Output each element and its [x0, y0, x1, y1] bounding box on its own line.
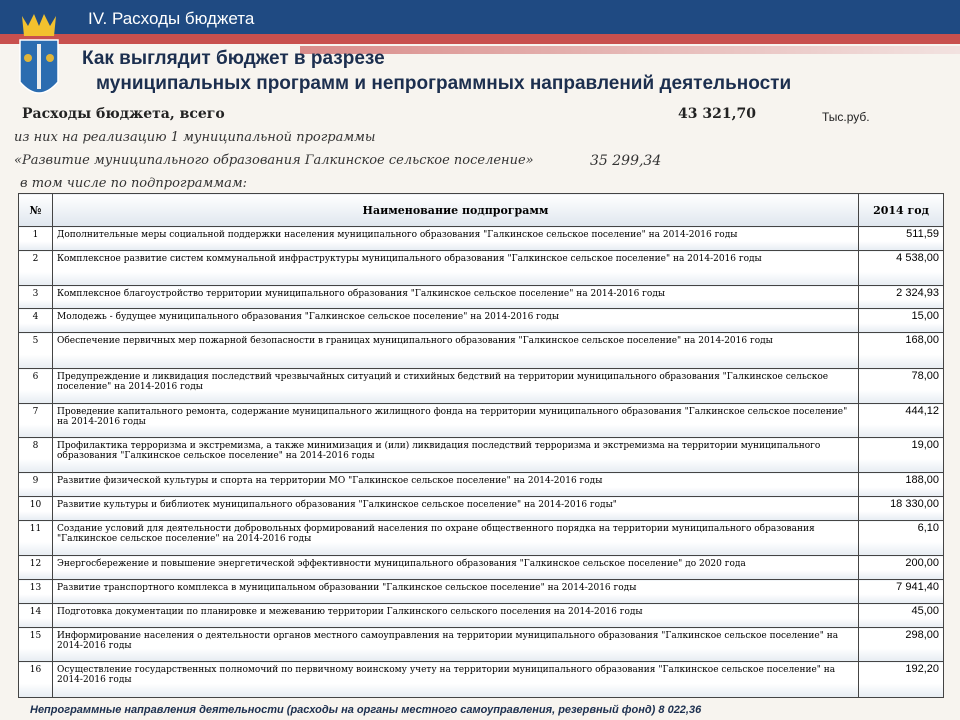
- row-value: 192,20: [859, 662, 944, 698]
- row-number: 5: [19, 333, 53, 369]
- row-number: 4: [19, 309, 53, 333]
- row-value: 6,10: [859, 521, 944, 556]
- row-number: 13: [19, 580, 53, 604]
- program-value: 35 299,34: [590, 153, 662, 169]
- header-number: №: [19, 194, 53, 227]
- section-title: IV. Расходы бюджета: [88, 9, 255, 28]
- table-row: [19, 662, 944, 698]
- table-row: [19, 473, 944, 497]
- red-stripe: [0, 34, 960, 44]
- row-name: Предупреждение и ликвидация последствий чрезвычайных ситуаций и стихийных бедствий на территории муниципального образования "Галкинское сельское поселение" на 2014-2016 годы: [53, 369, 859, 404]
- row-value: 19,00: [859, 438, 944, 473]
- row-value: 45,00: [859, 604, 944, 628]
- row-value: 15,00: [859, 309, 944, 333]
- coat-of-arms-logo: [14, 12, 64, 102]
- table-row: [19, 369, 944, 404]
- total-label: Расходы бюджета, всего: [22, 106, 225, 122]
- row-value: 200,00: [859, 556, 944, 580]
- row-value: 2 324,93: [859, 286, 944, 309]
- row-value: 188,00: [859, 473, 944, 497]
- row-name: Молодежь - будущее муниципального образования "Галкинское сельское поселение" на 2014-2016 годы: [53, 309, 859, 333]
- subprograms-table: [18, 193, 944, 698]
- row-number: 3: [19, 286, 53, 309]
- row-value: 78,00: [859, 369, 944, 404]
- table-row: [19, 628, 944, 662]
- table-row: [19, 227, 944, 251]
- row-value: 511,59: [859, 227, 944, 251]
- row-number: 2: [19, 251, 53, 286]
- row-value: 444,12: [859, 404, 944, 438]
- row-value: 4 538,00: [859, 251, 944, 286]
- row-name: Информирование населения о деятельности органов местного самоуправления на территории муниципального образования "Галкинское сельское поселение" на 2014-2016 годы: [53, 628, 859, 662]
- table-row: [19, 497, 944, 521]
- row-number: 7: [19, 404, 53, 438]
- row-value: 168,00: [859, 333, 944, 369]
- row-name: Развитие транспортного комплекса в муниципальном образовании "Галкинское сельское поселение" на 2014-2016 годы: [53, 580, 859, 604]
- table-row: [19, 251, 944, 286]
- row-name: Комплексное благоустройство территории муниципального образования "Галкинское сельское поселение" на 2014-2016 годы: [53, 286, 859, 309]
- table-row: [19, 286, 944, 309]
- row-number: 11: [19, 521, 53, 556]
- table-row: [19, 521, 944, 556]
- row-name: Подготовка документации по планировке и межеванию территории Галкинского сельского поселения на 2014-2016 годы: [53, 604, 859, 628]
- row-name: Проведение капитального ремонта, содержание муниципального жилищного фонда на территории муниципального образования "Галкинское сельское поселение" на 2014-2016 годы: [53, 404, 859, 438]
- row-value: 18 330,00: [859, 497, 944, 521]
- row-name: Развитие физической культуры и спорта на территории МО "Галкинское сельское поселение" на 2014-2016 годы: [53, 473, 859, 497]
- header-name: Наименование подпрограмм: [53, 194, 859, 227]
- footer-nonprogram: Непрограммные направления деятельности (расходы на органы местного самоуправления, резервный фонд) 8 022,36: [30, 704, 702, 716]
- red-stripe-fade: [300, 46, 960, 54]
- table-row: [19, 438, 944, 473]
- row-value: 7 941,40: [859, 580, 944, 604]
- row-number: 10: [19, 497, 53, 521]
- unit-label: Тыс.руб.: [822, 110, 870, 124]
- row-number: 1: [19, 227, 53, 251]
- row-number: 15: [19, 628, 53, 662]
- row-name: Энергосбережение и повышение энергетической эффективности муниципального образования "Галкинское сельское поселение" до 2020 года: [53, 556, 859, 580]
- row-number: 6: [19, 369, 53, 404]
- table-row: [19, 404, 944, 438]
- table-row: [19, 309, 944, 333]
- row-value: 298,00: [859, 628, 944, 662]
- total-value: 43 321,70: [678, 106, 756, 122]
- program-intro: из них на реализацию 1 муниципальной программы: [14, 130, 376, 145]
- slide-title-line1: Как выглядит бюджет в разрезе: [82, 48, 385, 69]
- row-number: 9: [19, 473, 53, 497]
- row-name: Дополнительные меры социальной поддержки населения муниципального образования "Галкинское сельское поселение" на 2014-2016 годы: [53, 227, 859, 251]
- table-row: [19, 604, 944, 628]
- row-name: Комплексное развитие систем коммунальной инфраструктуры муниципального образования "Галкинское сельское поселение" на 2014-2016 годы: [53, 251, 859, 286]
- table-row: [19, 333, 944, 369]
- table-row: [19, 556, 944, 580]
- row-name: Осуществление государственных полномочий по первичному воинскому учету на территории муниципального образования "Галкинское сельское поселение" на 2014-2016 годы: [53, 662, 859, 698]
- row-name: Обеспечение первичных мер пожарной безопасности в границах муниципального образования "Галкинское сельское поселение" на 2014-2016 годы: [53, 333, 859, 369]
- row-name: Создание условий для деятельности добровольных формирований населения по охране общественного порядка на территории муниципального образования "Галкинское сельское поселение" на 2014-2016 годы: [53, 521, 859, 556]
- row-number: 12: [19, 556, 53, 580]
- row-name: Профилактика терроризма и экстремизма, а также минимизация и (или) ликвидация последствий терроризма и экстремизма на территории муниципального образования "Галкинское сельское поселение" на 2014-2016 годы: [53, 438, 859, 473]
- row-number: 16: [19, 662, 53, 698]
- row-number: 14: [19, 604, 53, 628]
- header-year: 2014 год: [859, 194, 944, 227]
- slide-title-line2: муниципальных программ и непрограммных направлений деятельности: [96, 73, 792, 94]
- table-row: [19, 580, 944, 604]
- subprogram-intro: в том числе по подпрограммам:: [20, 176, 248, 191]
- row-name: Развитие культуры и библиотек муниципального образования "Галкинское сельское поселение" на 2014-2016 годы": [53, 497, 859, 521]
- row-number: 8: [19, 438, 53, 473]
- program-name: «Развитие муниципального образования Галкинское сельское поселение»: [14, 153, 534, 168]
